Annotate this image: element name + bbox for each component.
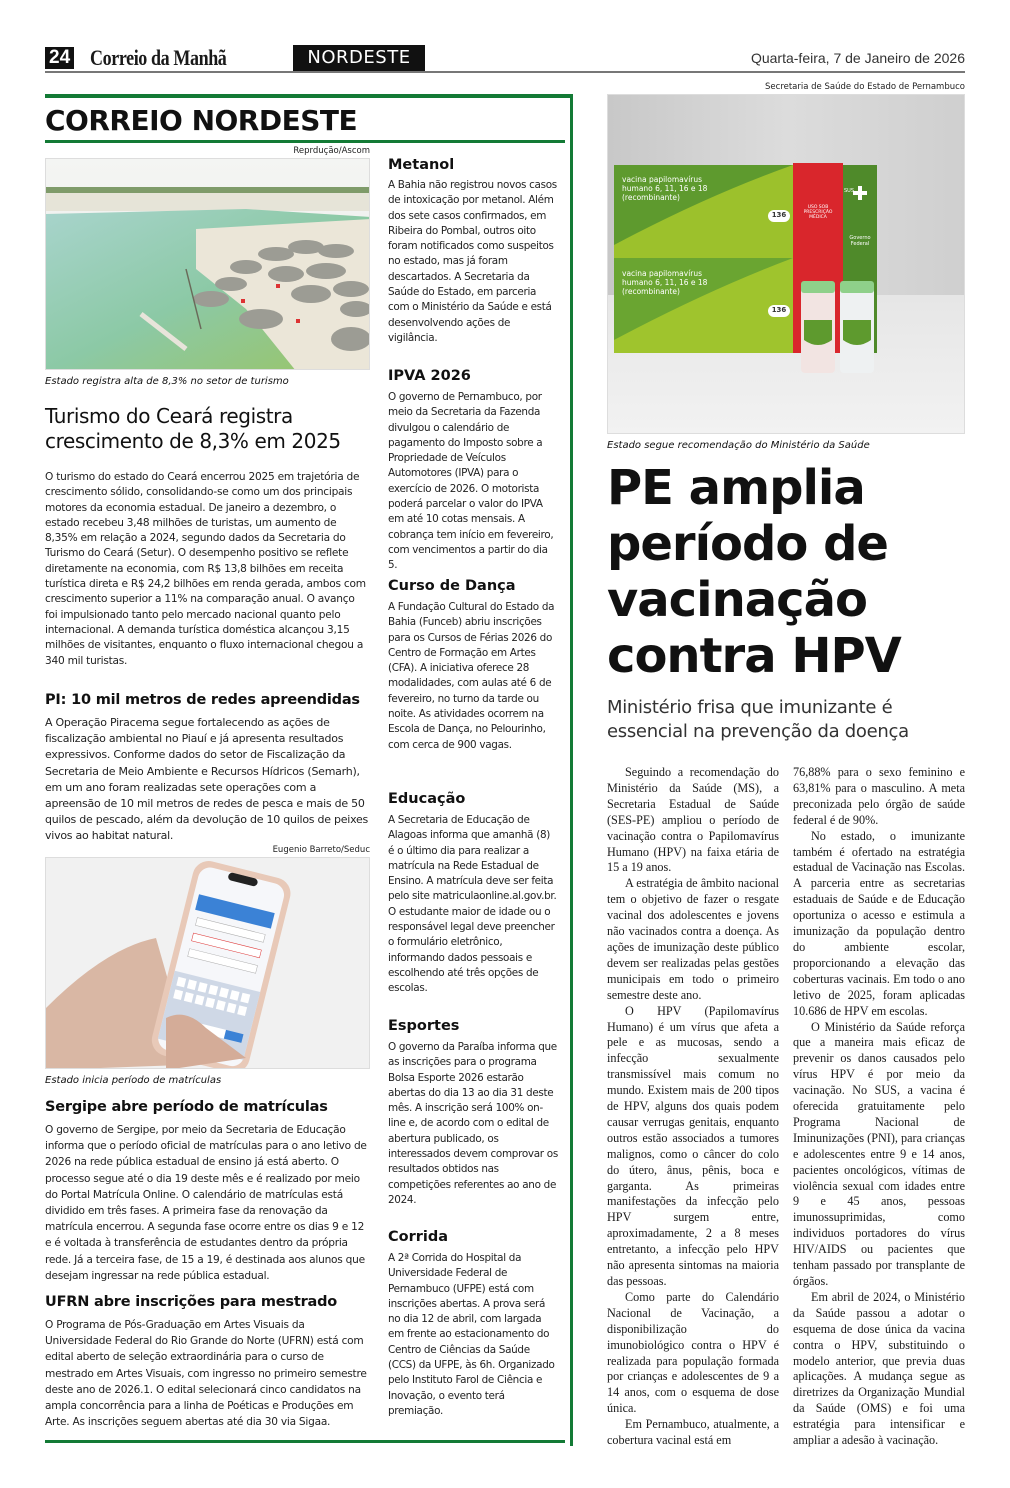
photo-credit: Eugenio Barreto/Seduc — [272, 845, 370, 855]
story-headline: Turismo do Ceará registra crescimento de 8,3% em 2025 — [45, 404, 341, 453]
story-body: O Programa de Pós-Graduação em Artes Visuais da Universidade Federal do Rio Grande do Norte (UFRN) está com edital aberto de seleção extraordinária para o curso de mestrado em Artes Visuais, com ingresso no primeiro semestre deste ano de 2026.1. O edital selecionará cinco candidatos na ampla concorrência para a linha de Poéticas e Produções em Arte. As inscrições seguem abertas até dia 30 via Sigaa. — [45, 1319, 367, 1429]
paragraph: Como parte do Calendário Nacional de Vacinação, a disponibilização do imunobiológico contra o HPV é realizada para população formada por crianças e adolescentes de 9 a 14 anos, com o esquema de dose única. — [607, 1289, 779, 1416]
brief-title: IPVA 2026 — [388, 368, 471, 384]
box-label-line2: humano 6, 11, 16 e 18 — [622, 184, 708, 193]
brief-body: O governo da Paraíba informa que as inscrições para o programa Bolsa Esporte 2026 estarão abertas do dia 13 ao dia 31 deste mês. A inscrição será 100% on-line e, de acordo com o edital de abertura publicado, os interessados devem comprovar os resultados obtidos nas competições referentes ao ano de 2024. — [388, 1041, 558, 1206]
issue-date: Quarta-feira, 7 de Janeiro de 2026 — [750, 50, 965, 66]
story-body: A Operação Piracema segue fortalecendo as ações de fiscalização ambiental no Piauí e já apresenta resultados expressivos. Conforme dados do setor de Fiscalização da Secretaria de Meio Ambiente e Recursos Hídricos (Semarh), em um ano foram realizadas sete operações com a apreensão de 10 mil metros de redes de pesca e mais de 50 quilos de pescado, além da devolução de 10 quilos de peixes vivos ao habitat natural. — [45, 716, 369, 843]
photo-caption: Estado inicia período de matrículas — [45, 1075, 222, 1086]
brief-body: O governo de Pernambuco, por meio da Secretaria da Fazenda divulgou o calendário de pagamento do Imposto sobre a Propriedade de Veículos Automotores (IPVA) para o exercício de 2026. O motorista poderá parcelar o valor do IPVA em até 10 cotas mensais. A cobrança tem início em fevereiro, com vencimentos a partir do dia 5. — [388, 391, 554, 572]
story-body: O governo de Sergipe, por meio da Secretaria de Educação informa que o período oficial de matrículas para o ano letivo de 2026 na rede pública estadual de ensino já está aberto. O processo segue até o dia 19 deste mês e é realizado por meio do Portal Matrícula Online. O calendário de matrículas está dividido em três fases. A primeira fase da renovação da matrícula encerrou. A segunda fase ocorre entre os dias 9 e 12 e é voltada à transferência de estudantes dentro da própria rede. Já a terceira fase, de 15 a 19, é destinada aos alunos que desejam ingressar na rede pública estadual. — [45, 1124, 367, 1282]
brief-title: Metanol — [388, 157, 455, 173]
gov-label: Governo Federal — [849, 235, 871, 247]
paper-name: Correio da Manhã — [90, 45, 227, 70]
title-underline — [45, 140, 565, 143]
masthead-rule — [45, 71, 965, 73]
story-body: O turismo do estado do Ceará encerrou 2025 em trajetória de crescimento sólido, consolidando-se como um dos principais motores da economia estadual. De janeiro a dezembro, o estado recebeu 3,48 milhões de turistas, um aumento de 8,35% em relação a 2024, segundo dados da Secretaria do Turismo do Ceará (Setur). O desempenho positivo se reflete diretamente na economia, com R$ 13,8 bilhões em receita turística direta e R$ 24,2 bilhões em renda gerada, ambos com crescimento superior a 11% na comparação anual. O avanço foi impulsionado tanto pelo mercado nacional quanto pelo internacional. A demanda turística doméstica alcançou 3,15 milhões de visitantes, enquanto o fluxo internacional chegou a 340 mil turistas. — [45, 471, 366, 667]
frame-right-rule — [570, 94, 573, 1446]
story-headline: PI: 10 mil metros de redes apreendidas — [45, 692, 360, 708]
brief-body: A Bahia não registrou novos casos de intoxicação por metanol. Além dos sete casos confirmados, em Ribeira do Pombal, outros oito foram notificados como suspeitos no estado, mas já foram descartados. A Secretaria da Saúde do Estado, em parceria com o Ministério da Saúde e está desenvolvendo ações de vigilância. — [388, 179, 557, 344]
brief-title: Curso de Dança — [388, 578, 516, 594]
photo-credit: Secretaria de Saúde do Estado de Pernambuco — [765, 82, 965, 92]
photo-caption: Estado registra alta de 8,3% no setor de turismo — [45, 376, 289, 387]
paragraph: Seguindo a recomendação do Ministério da Saúde (MS), a Secretaria Estadual de Saúde (SES-PE) ampliou o período de vacinação contra o Papilomavírus Humano (HPV) na faixa etária de 15 a 19 anos. — [607, 765, 779, 875]
paragraph: A estratégia de âmbito nacional tem o objetivo de fazer o resgate vacinal dos adolescentes e jovens não vacinados contra a doença. As ações de imunização deste público devem ser realizadas pelas gestões municipais em todo o primeiro semestre deste ano. — [607, 876, 779, 1002]
phone-image-icon — [46, 858, 370, 1069]
box-label-line1: vacina papilomavírus — [622, 175, 703, 184]
brief-title: Educação — [388, 791, 466, 807]
lead-headline: PE amplia período de vacinação contra HPV — [607, 460, 901, 684]
box-red-label: USO SOB PRESCRIÇÃO MÉDICA — [803, 205, 833, 220]
vaccine-photo — [607, 94, 965, 434]
sus-label: SUS — [844, 188, 855, 194]
brief-title: Corrida — [388, 1229, 449, 1245]
frame-bottom-rule — [45, 1440, 565, 1443]
story-headline: UFRN abre inscrições para mestrado — [45, 1294, 338, 1310]
photo-credit: Reprdução/Ascom — [293, 146, 370, 156]
box-number: 136 — [771, 306, 787, 314]
brief-body: A 2ª Corrida do Hospital da Universidade Federal de Pernambuco (UFPE) está com inscrições abertas. A prova será no dia 12 de abril, com largada em frente ao estacionamento do Centro de Ciências da Saúde (CCS) da UFPE, às 6h. Organizado pelo Instituto Farol de Ciência e Inovação, o evento terá premiação. — [388, 1252, 555, 1417]
paragraph: No estado, o imunizante também é ofertado na estratégia estadual de Vacinação nas Escolas. A parceria entre as secretarias estaduais de Saúde e de Educação oportuniza o acesso e estimula a imunização da população dentro do ambiente escolar, proporcionando a elevação das coberturas vacinais. Em todo o ano letivo de 2025, foram aplicadas 10.686 de HPV em escolas. — [793, 828, 965, 1018]
box-number: 136 — [771, 211, 787, 219]
phone-photo — [45, 857, 370, 1069]
box-label-line1: vacina papilomavírus — [622, 269, 703, 278]
lead-column-2 — [793, 765, 965, 1449]
vaccine-boxes-icon — [608, 95, 965, 434]
page-number: 24 — [45, 47, 74, 69]
box-label-line3: (recombinante) — [622, 193, 680, 202]
paragraph: Em Pernambuco, atualmente, a cobertura vacinal está em — [607, 1417, 779, 1448]
beach-photo — [45, 158, 370, 370]
section-title: CORREIO NORDESTE — [45, 104, 358, 137]
brief-body: A Secretaria de Educação de Alagoas informa que amanhã (8) é o último dia para realizar a matrícula na Rede Estadual de Ensino. A matrícula deve ser feita pelo site matriculaonline.al.gov.br. O estudante maior de idade ou o responsável legal deve preencher o formulário eletrônico, informando dados pessoais e escolhendo até três opções de escolas. — [388, 814, 557, 995]
paragraph: 76,88% para o sexo feminino e 63,81% para o masculino. A meta preconizada pelo órgão de saúde federal é de 90%. — [793, 765, 965, 827]
lead-deck: Ministério frisa que imunizante é essencial na prevenção da doença — [607, 697, 909, 742]
paragraph: O Ministério da Saúde reforça que a maneira mais eficaz de prevenir os danos causados pelo vírus HPV é por meio da vacinação. No SUS, a vacina é oferecida gratuitamente pelo Programa Nacional de Iminunizações (PNI), para crianças e adolescentes entre 9 e 14 anos, pacientes oncológicos, vítimas de violência sexual com idades entre 9 e 45 anos, pessoas imunossuprimidas, como individuos portadores do vírus HIV/AIDS ou pacientes que tenham passado por transplante de órgãos. — [793, 1019, 965, 1288]
section-tag: NORDESTE — [293, 45, 425, 71]
box-label-line3: (recombinante) — [622, 287, 680, 296]
box-label-line2: humano 6, 11, 16 e 18 — [622, 278, 708, 287]
lead-column-1 — [607, 765, 779, 1449]
paragraph: Em abril de 2024, o Ministério da Saúde passou a adotar o esquema de dose única da vacina contra o HPV, substituindo o modelo anterior, que previa duas aplicações. A mudança segue as diretrizes da Organização Mundial da Saúde (OMS) e foi uma estratégia para intensificar e ampliar a adesão à vacinação. — [793, 1289, 965, 1448]
beach-image-icon — [46, 159, 370, 370]
paragraph: O HPV (Papilomavírus Humano) é um vírus que afeta a pele e as mucosas, sendo a infecção sexualmente transmissível mais comum no mundo. Existem mais de 200 tipos de HPV, alguns dos quais podem causar verrugas genitais, enquanto outros estão associados a tumores malignos, como o câncer do colo do útero, ânus, pênis, boca e garganta. As primeiras manifestações da infecção pelo HPV surgem entre, aproximadamente, 2 a 8 meses entretanto, a infecção pelo HPV não apresenta sintomas na maioria das pessoas. — [607, 1003, 779, 1288]
frame-top-rule — [45, 94, 572, 98]
story-headline: Sergipe abre período de matrículas — [45, 1099, 328, 1115]
photo-caption: Estado segue recomendação do Ministério da Saúde — [607, 440, 870, 451]
brief-title: Esportes — [388, 1018, 460, 1034]
brief-body: A Fundação Cultural do Estado da Bahia (Funceb) abriu inscrições para os Cursos de Férias 2026 do Centro de Formação em Artes (CFA). A iniciativa oferece 28 modalidades, com aulas até 6 de fevereiro, no turno da tarde ou noite. As atividades ocorrem na Escola de Dança, no Pelourinho, com cerca de 900 vagas. — [388, 601, 555, 751]
